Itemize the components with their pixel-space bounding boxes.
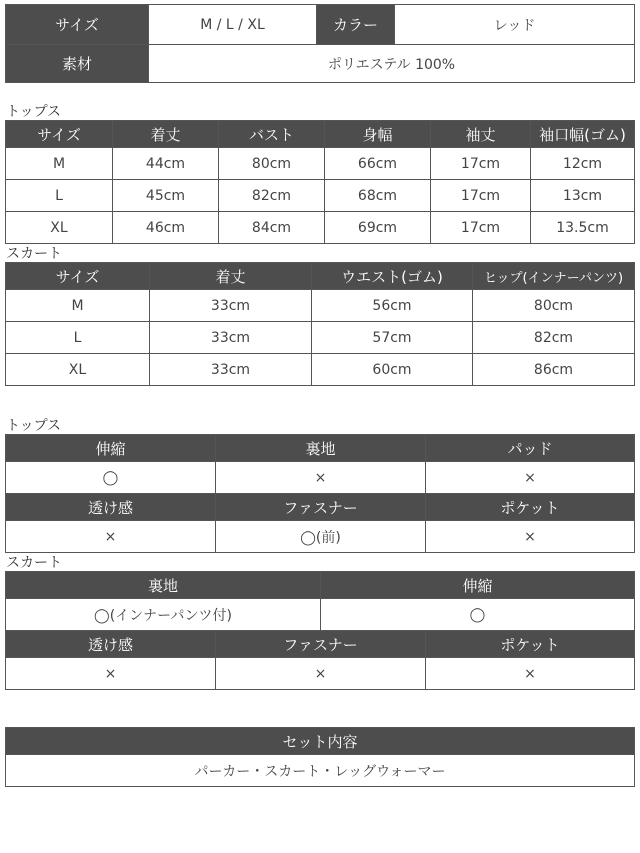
- table-cell: M: [6, 290, 150, 322]
- set-contents-value: パーカー・スカート・レッグウォーマー: [6, 755, 635, 787]
- tops-spec-lining-value: ×: [216, 462, 426, 494]
- skirt-spec-stretch-value: ◯: [321, 599, 635, 631]
- skirt-spec-header-zipper: ファスナー: [216, 631, 426, 658]
- tops-header-width: 身幅: [325, 121, 431, 148]
- skirt-spec-table: [5, 571, 635, 690]
- skirt-spec-sheer-value: ×: [6, 658, 216, 690]
- skirt-header-length: 着丈: [150, 263, 312, 290]
- skirt-spec-pocket-value: ×: [426, 658, 635, 690]
- tops-size-table: [5, 120, 635, 244]
- table-row: [6, 322, 635, 354]
- table-cell: 68cm: [325, 180, 431, 212]
- table-cell: 46cm: [113, 212, 219, 244]
- table-cell: 13.5cm: [531, 212, 635, 244]
- skirt-spec-lining-value: ◯(インナーパンツ付): [6, 599, 321, 631]
- material-label: 素材: [6, 45, 149, 83]
- skirt-header-hip: ヒップ(インナーパンツ): [473, 263, 635, 290]
- table-cell: 44cm: [113, 148, 219, 180]
- tops-spec-header-sheer: 透け感: [6, 494, 216, 521]
- skirt-spec-zipper-value: ×: [216, 658, 426, 690]
- tops-spec-header-lining: 裏地: [216, 435, 426, 462]
- table-cell: 33cm: [150, 290, 312, 322]
- tops-spec-header-pad: パッド: [426, 435, 635, 462]
- skirt-spec-header-pocket: ポケット: [426, 631, 635, 658]
- set-contents-table: [5, 727, 635, 787]
- table-row: [6, 212, 635, 244]
- color-value: レッド: [395, 5, 635, 45]
- tops-spec-header-stretch: 伸縮: [6, 435, 216, 462]
- table-cell: XL: [6, 212, 113, 244]
- table-cell: 12cm: [531, 148, 635, 180]
- tops-spec-label: トップス: [6, 418, 62, 434]
- skirt-size-label: スカート: [6, 246, 62, 262]
- table-cell: 69cm: [325, 212, 431, 244]
- tops-spec-pad-value: ×: [426, 462, 635, 494]
- tops-header-sleeve: 袖丈: [431, 121, 531, 148]
- table-cell: L: [6, 322, 150, 354]
- tops-spec-header-zipper: ファスナー: [216, 494, 426, 521]
- tops-spec-header-pocket: ポケット: [426, 494, 635, 521]
- skirt-header-waist: ウエスト(ゴム): [312, 263, 473, 290]
- color-label: カラー: [317, 5, 395, 45]
- table-cell: 57cm: [312, 322, 473, 354]
- table-cell: XL: [6, 354, 150, 386]
- set-contents-header: セット内容: [6, 728, 635, 755]
- tops-header-size: サイズ: [6, 121, 113, 148]
- table-cell: 84cm: [219, 212, 325, 244]
- skirt-spec-header-stretch: 伸縮: [321, 572, 635, 599]
- table-row: [6, 148, 635, 180]
- tops-spec-zipper-value: ◯(前): [216, 521, 426, 553]
- basic-info-table: [5, 4, 635, 83]
- tops-header-length: 着丈: [113, 121, 219, 148]
- tops-spec-stretch-value: ◯: [6, 462, 216, 494]
- table-cell: 60cm: [312, 354, 473, 386]
- skirt-size-table: [5, 262, 635, 386]
- material-value: ポリエステル 100%: [149, 45, 635, 83]
- tops-header-bust: バスト: [219, 121, 325, 148]
- table-cell: 17cm: [431, 180, 531, 212]
- table-cell: 17cm: [431, 148, 531, 180]
- tops-header-cuff: 袖口幅(ゴム): [531, 121, 635, 148]
- table-row: [6, 354, 635, 386]
- table-row: [6, 290, 635, 322]
- table-cell: 13cm: [531, 180, 635, 212]
- table-cell: 80cm: [219, 148, 325, 180]
- size-value: M / L / XL: [149, 5, 317, 45]
- table-cell: 86cm: [473, 354, 635, 386]
- table-cell: 82cm: [473, 322, 635, 354]
- skirt-spec-header-sheer: 透け感: [6, 631, 216, 658]
- table-cell: 33cm: [150, 322, 312, 354]
- tops-size-label: トップス: [6, 104, 62, 120]
- table-cell: 17cm: [431, 212, 531, 244]
- skirt-spec-header-lining: 裏地: [6, 572, 321, 599]
- tops-spec-sheer-value: ×: [6, 521, 216, 553]
- size-label: サイズ: [6, 5, 149, 45]
- skirt-spec-label: スカート: [6, 555, 62, 571]
- table-cell: M: [6, 148, 113, 180]
- table-row: [6, 180, 635, 212]
- table-cell: 82cm: [219, 180, 325, 212]
- skirt-header-size: サイズ: [6, 263, 150, 290]
- table-cell: 80cm: [473, 290, 635, 322]
- table-cell: 66cm: [325, 148, 431, 180]
- tops-spec-table: [5, 434, 635, 553]
- table-cell: 45cm: [113, 180, 219, 212]
- table-cell: 33cm: [150, 354, 312, 386]
- table-cell: 56cm: [312, 290, 473, 322]
- tops-spec-pocket-value: ×: [426, 521, 635, 553]
- table-cell: L: [6, 180, 113, 212]
